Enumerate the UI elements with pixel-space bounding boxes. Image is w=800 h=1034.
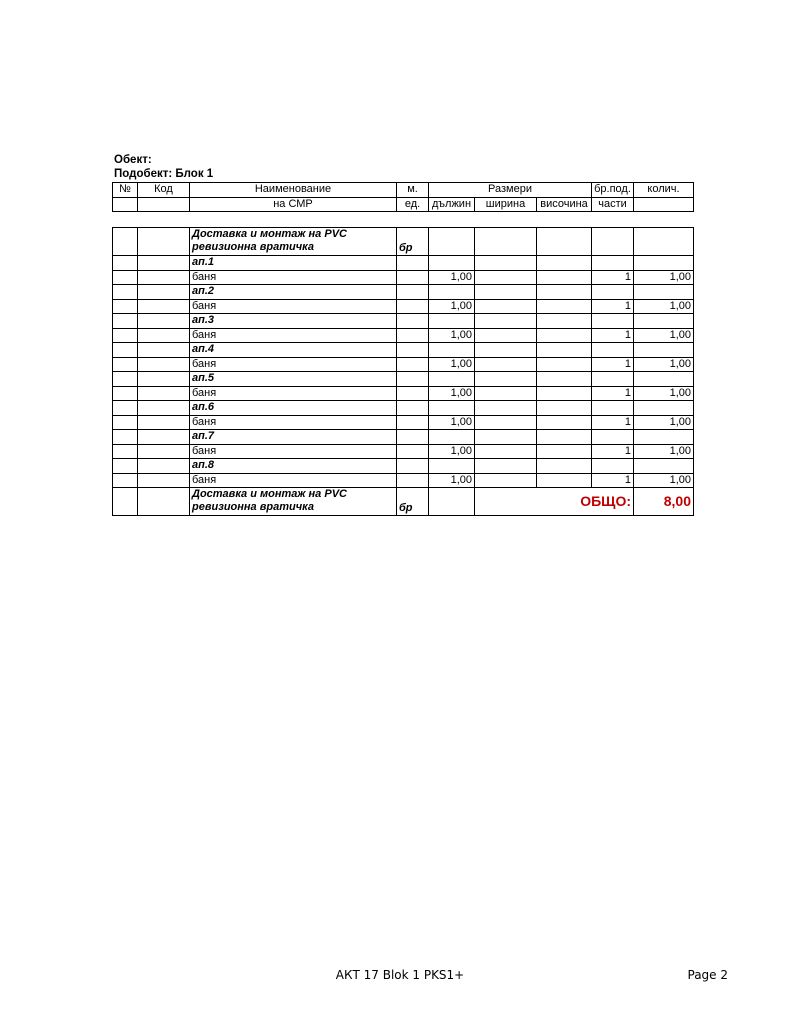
length-value: 1,00: [429, 444, 475, 459]
room-name: баня: [190, 357, 397, 372]
col-no: №: [113, 183, 138, 198]
item-unit: бр: [397, 228, 429, 256]
room-row: [113, 299, 694, 314]
col-qty: колич.: [634, 183, 694, 198]
item-title: [190, 228, 397, 256]
quantity-value: 1,00: [634, 299, 694, 314]
quantity-value: 1,00: [634, 270, 694, 285]
quantity-value: 1,00: [634, 444, 694, 459]
room-name: баня: [190, 444, 397, 459]
apartment-label: ап.1: [190, 256, 397, 271]
quantity-value: 1,00: [634, 328, 694, 343]
col-width: ширина: [475, 197, 537, 212]
quantity-value: 1,00: [634, 415, 694, 430]
apartment-row: [113, 459, 694, 474]
apartment-label: ап.8: [190, 459, 397, 474]
quantity-value: 1,00: [634, 386, 694, 401]
parts-value: 1: [592, 270, 634, 285]
apartment-label: ап.4: [190, 343, 397, 358]
document-header: [114, 153, 213, 181]
total-row: [113, 488, 694, 516]
apartment-label: ап.7: [190, 430, 397, 445]
length-value: 1,00: [429, 328, 475, 343]
item-description-row: [113, 228, 694, 256]
room-row: [113, 328, 694, 343]
room-row: [113, 386, 694, 401]
room-name: баня: [190, 473, 397, 488]
col-no-cont: [113, 197, 138, 212]
footer-document-name: АКТ 17 Blok 1 PKS1+: [335, 968, 465, 982]
col-parts-cont: части: [592, 197, 634, 212]
col-name: Наименование: [190, 183, 397, 198]
length-value: 1,00: [429, 357, 475, 372]
room-row: [113, 357, 694, 372]
room-row: [113, 270, 694, 285]
apartment-label: ап.5: [190, 372, 397, 387]
total-item-unit: бр: [397, 488, 429, 516]
room-name: баня: [190, 386, 397, 401]
parts-value: 1: [592, 357, 634, 372]
col-unit-cont: ед.: [397, 197, 429, 212]
apartment-label: ап.2: [190, 285, 397, 300]
col-parts: бр.под.: [592, 183, 634, 198]
length-value: 1,00: [429, 270, 475, 285]
total-item-title-line1: Доставка и монтаж на PVC: [192, 488, 347, 500]
col-length: дължин: [429, 197, 475, 212]
col-height: височина: [537, 197, 592, 212]
total-label: ОБЩО:: [475, 488, 634, 516]
length-value: 1,00: [429, 299, 475, 314]
apartment-row: [113, 372, 694, 387]
quantities-table: [112, 227, 694, 516]
header-row-2: [113, 197, 694, 212]
room-row: [113, 473, 694, 488]
apartment-label: ап.6: [190, 401, 397, 416]
apartment-row: [113, 285, 694, 300]
col-qty-cont: [634, 197, 694, 212]
item-title-line1: Доставка и монтаж на PVC: [192, 228, 347, 240]
col-code: Код: [138, 183, 190, 198]
total-value: 8,00: [634, 488, 694, 516]
length-value: 1,00: [429, 415, 475, 430]
rows-body: [113, 256, 694, 488]
subobject-label: Подобект: Блок 1: [114, 168, 214, 180]
room-name: баня: [190, 328, 397, 343]
footer-page-number: Page 2: [687, 968, 728, 982]
header-row-1: [113, 183, 694, 198]
quantity-value: 1,00: [634, 357, 694, 372]
parts-value: 1: [592, 415, 634, 430]
apartment-row: [113, 343, 694, 358]
room-name: баня: [190, 299, 397, 314]
col-name-cont: на СМР: [190, 197, 397, 212]
length-value: 1,00: [429, 386, 475, 401]
room-row: [113, 444, 694, 459]
parts-value: 1: [592, 473, 634, 488]
apartment-row: [113, 314, 694, 329]
col-unit: м.: [397, 183, 429, 198]
apartment-row: [113, 401, 694, 416]
quantity-value: 1,00: [634, 473, 694, 488]
parts-value: 1: [592, 444, 634, 459]
total-item-title: [190, 488, 397, 516]
total-item-title-line2: ревизионна вратичка: [192, 501, 314, 513]
parts-value: 1: [592, 386, 634, 401]
apartment-label: ап.3: [190, 314, 397, 329]
room-name: баня: [190, 415, 397, 430]
col-code-cont: [138, 197, 190, 212]
parts-value: 1: [592, 328, 634, 343]
room-row: [113, 415, 694, 430]
room-name: баня: [190, 270, 397, 285]
col-dimensions: Размери: [429, 183, 592, 198]
parts-value: 1: [592, 299, 634, 314]
item-title-line2: ревизионна вратичка: [192, 241, 314, 253]
length-value: 1,00: [429, 473, 475, 488]
apartment-row: [113, 430, 694, 445]
object-label: Обект:: [114, 154, 152, 166]
column-header-table: [112, 182, 694, 212]
apartment-row: [113, 256, 694, 271]
